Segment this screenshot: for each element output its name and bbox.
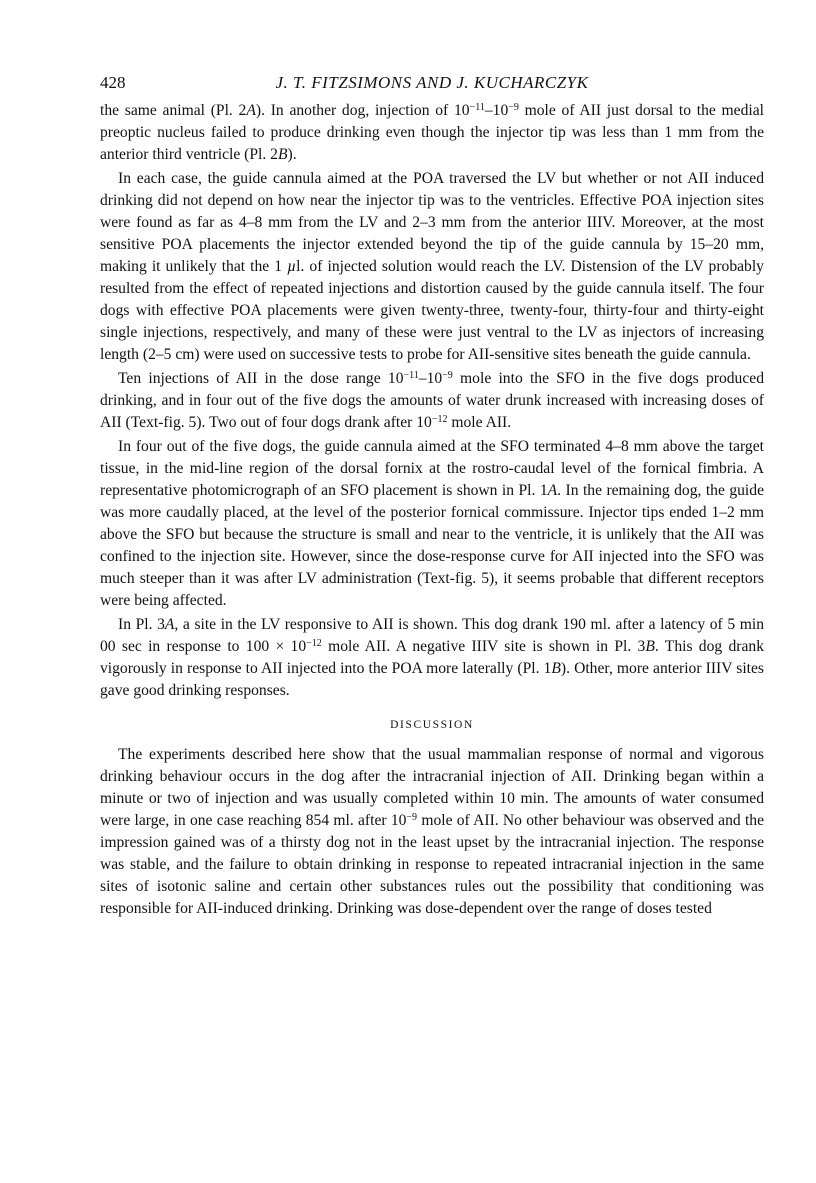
- paragraph: In four out of the five dogs, the guide cannula aimed at the SFO terminated 4–8 mm above the target tissue, in the mid-line region of the dorsal fornix at the rostro-caudal level of the fornical fimbria. A representative photomicrograph of an SFO placement is shown in Pl. 1A. In the remaining dog, the guide was more caudally placed, at the level of the posterior fornical commissure. Injector tips ended 1–2 mm above the SFO but because the structure is small and near to the ventricle, it is unlikely that the AII was confined to the injection site. However, since the dose-response curve for AII injected into the SFO was much steeper than it was after LV administration (Text-fig. 5), it seems probable that different receptors were being affected.: [100, 438, 764, 609]
- paragraph: Ten injections of AII in the dose range $10^{-11}-10^{-9}$ mole into the SFO in the five dogs produced drinking, and in four out of the five dogs the amounts of water drunk increased with increasing doses of AII (Text-fig. 5). Two out of four dogs drank after $10^{-12}$ mole AII.: [100, 370, 764, 431]
- discussion-paragraph: The experiments described here show that the usual mammalian response of normal and vigorous drinking behaviour occurs in the dog after the intracranial injection of AII. Drinking began within a minute or two of injection and was usually completed within 10 min. The amounts of water consumed were large, in one case reaching 854 ml. after $10^{-9}$ mole of AII. No other behaviour was observed and the impression gained was of a thirsty dog not in the least upset by the intracranial injection. The response was stable, and the failure to obtain drinking in response to repeated intracranial injection in the same sites of isotonic saline and certain other substances rules out the possibility that conditioning was responsible for AII-induced drinking. Drinking was dose-dependent over the range of doses tested: [100, 746, 764, 917]
- running-head: J. T. FITZSIMONS AND J. KUCHARCZYK: [275, 73, 589, 92]
- discussion-heading: DISCUSSION: [390, 719, 474, 731]
- page-header: [100, 73, 764, 97]
- paragraph: the same animal (Pl. 2A). In another dog, injection of $10^{-11}-10^{-9}$ mole of AII just dorsal to the medial preoptic nucleus failed to produce drinking even though the injector tip was less than 1 mm from the anterior third ventricle (Pl. 2B).: [100, 102, 764, 163]
- paragraph: In Pl. 3A, a site in the LV responsive to AII is shown. This dog drank 190 ml. after a latency of 5 min 00 sec in response to $100 \times 10^{-12}$ mole AII. A negative IIIV site is shown in Pl. 3B. This dog drank vigorously in response to AII injected into the POA more laterally (Pl. 1B). Other, more anterior IIIV sites gave good drinking responses.: [100, 616, 764, 699]
- paragraph: In each case, the guide cannula aimed at the POA traversed the LV but whether or not AII induced drinking did not depend on how near the injector tip was to the ventricles. Effective POA injection sites were found as far as 4–8 mm from the LV and 2–3 mm from the anterior IIIV. Moreover, at the most sensitive POA placements the injector extended beyond the tip of the guide cannula by 15–20 mm, making it unlikely that the 1 µl. of injected solution would reach the LV. Distension of the LV probably resulted from the effect of repeated injections and distortion caused by the guide cannula itself. The four dogs with effective POA placements were given twenty-three, twenty-four, thirty-four and thirty-eight single injections, respectively, and many of these were just ventral to the LV as injectors of increasing length (2–5 cm) were used on successive tests to probe for AII-sensitive sites beneath the guide cannula.: [100, 170, 764, 363]
- body-text: [100, 100, 764, 922]
- page-number: 428: [100, 73, 126, 92]
